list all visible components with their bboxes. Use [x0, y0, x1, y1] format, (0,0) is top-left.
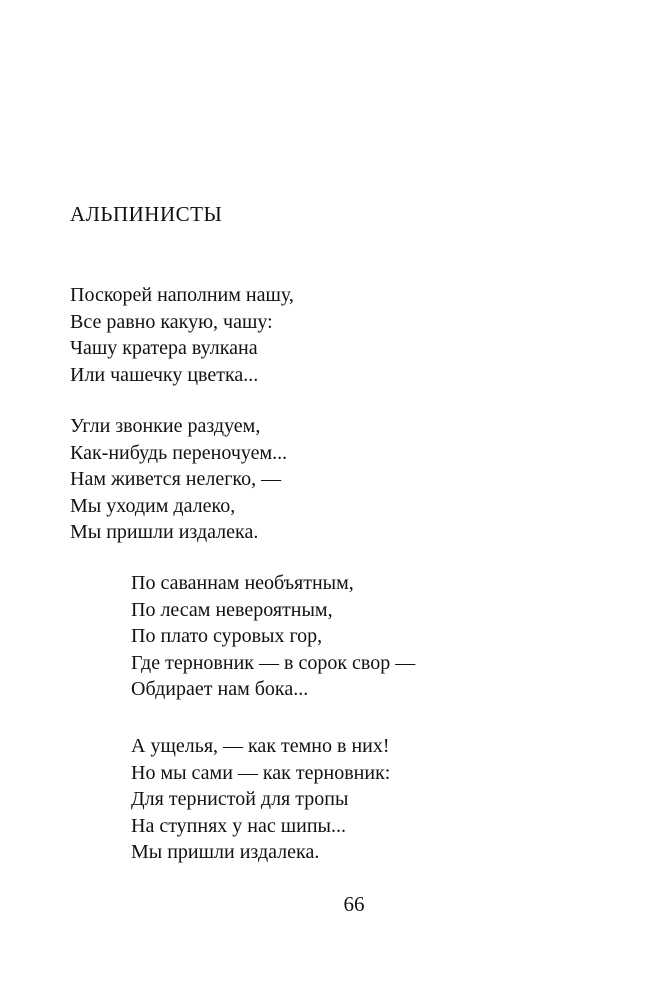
poem-line: По плато суровых гор, — [131, 625, 323, 647]
poem-line: По саваннам необъятным, — [131, 572, 354, 594]
poem-line: Где терновник — в сорок свор — — [131, 651, 416, 674]
page-number: 66 — [343, 892, 365, 916]
poem-line: Поскорей наполним нашу, — [70, 284, 294, 306]
poem-line: Или чашечку цветка... — [70, 363, 259, 386]
stanza-3 — [131, 570, 415, 703]
poem-line: Нам живется нелегко, — — [70, 468, 282, 490]
poem-line: Как-нибудь переночуем... — [70, 441, 288, 464]
poem-line: Все равно какую, чашу: — [70, 310, 273, 333]
poem-line: Мы пришли издалека. — [131, 841, 320, 863]
poem-line: На ступнях у нас шипы... — [131, 814, 346, 837]
stanza-4 — [131, 733, 390, 866]
poem-title: АЛЬПИНИСТЫ — [70, 202, 223, 226]
poem-line: Мы уходим далеко, — [70, 494, 236, 517]
poem-line: По лесам невероятным, — [131, 598, 333, 621]
poem-line: Чашу кратера вулкана — [70, 337, 258, 359]
stanza-2 — [70, 413, 287, 546]
poem-line: Для тернистой для тропы — [131, 788, 349, 810]
poem-line: Угли звонкие раздуем, — [70, 415, 261, 437]
poem-line: Обдирает нам бока... — [131, 678, 309, 700]
poem-line: Но мы сами — как терновник: — [131, 761, 391, 784]
poem-line: А ущелья, — как темно в них! — [131, 735, 390, 757]
poem-line: Мы пришли издалека. — [70, 521, 259, 543]
stanza-1 — [70, 282, 294, 388]
